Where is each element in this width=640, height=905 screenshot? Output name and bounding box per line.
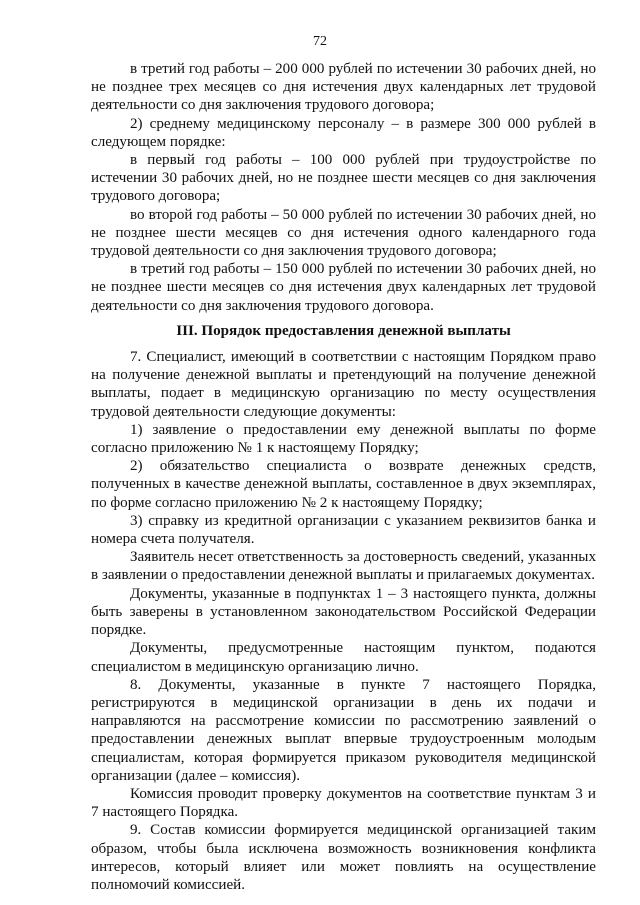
paragraph: Документы, предусмотренные настоящим пунктом, подаются специалистом в медицинскую организацию лично. (91, 640, 596, 675)
paragraph: во второй год работы – 50 000 рублей по истечении 30 рабочих дней, но не позднее шести месяцев со дня истечения одного календарного года трудовой деятельности со дня заключения трудового договора; (91, 206, 596, 260)
paragraph: Заявитель несет ответственность за достоверность сведений, указанных в заявлении о предоставлении денежной выплаты и прилагаемых документах. (91, 549, 596, 584)
paragraph: Комиссия проводит проверку документов на соответствие пунктам 3 и 7 настоящего Порядка. (91, 785, 596, 821)
paragraph: в третий год работы – 200 000 рублей по истечении 30 рабочих дней, но не позднее трех месяцев со дня истечения двух календарных лет трудовой деятельности со дня заключения трудового договора; (91, 61, 596, 114)
paragraph: 1) заявление о предоставлении ему денежной выплаты по форме согласно приложению № 1 к настоящему Порядку; (91, 421, 596, 457)
paragraph: 8. Документы, указанные в пункте 7 настоящего Порядка, регистрируются в медицинской организации в день их подачи и направляются на рассмотрение комиссии по рассмотрению заявлений о предоставлении денежных выплат впервые трудоустроенным молодым специалистам, которая формируется приказом руководителя медицинской организации (далее – комиссия). (91, 676, 596, 784)
paragraph: Документы, указанные в подпунктах 1 – 3 настоящего пункта, должны быть заверены в установленном законодательством Российской Федерации порядке. (91, 585, 596, 639)
section-heading: III. Порядок предоставления денежной выплаты (176, 322, 511, 339)
paragraph: 2) среднему медицинскому персоналу – в размере 300 000 рублей в следующем порядке: (91, 115, 596, 150)
paragraph: в первый год работы – 100 000 рублей при трудоустройстве по истечении 30 рабочих дней, но не позднее шести месяцев со дня заключения трудового договора; (91, 152, 596, 205)
document-body (91, 60, 596, 894)
paragraph: 7. Специалист, имеющий в соответствии с настоящим Порядком право на получение денежной выплаты и претендующий на получение денежной выплаты, подает в медицинскую организацию по месту осуществления трудовой деятельности следующие документы: (91, 349, 596, 420)
paragraph: 9. Состав комиссии формируется медицинской организацией таким образом, чтобы была исключена возможность возникновения конфликта интересов, который влияет или может повлиять на осуществление полномочий комиссией. (91, 822, 596, 893)
paragraph: 2) обязательство специалиста о возврате денежных средств, полученных в качестве денежной выплаты, составленное в двух экземплярах, по форме согласно приложению № 2 к настоящему Порядку; (91, 458, 596, 511)
paragraph: в третий год работы – 150 000 рублей по истечении 30 рабочих дней, но не позднее шести месяцев со дня истечения двух календарных лет трудовой деятельности со дня заключения трудового договора. (91, 261, 596, 314)
page-number: 72 (313, 34, 327, 49)
paragraph: 3) справку из кредитной организации с указанием реквизитов банка и номера счета получателя. (91, 512, 596, 548)
